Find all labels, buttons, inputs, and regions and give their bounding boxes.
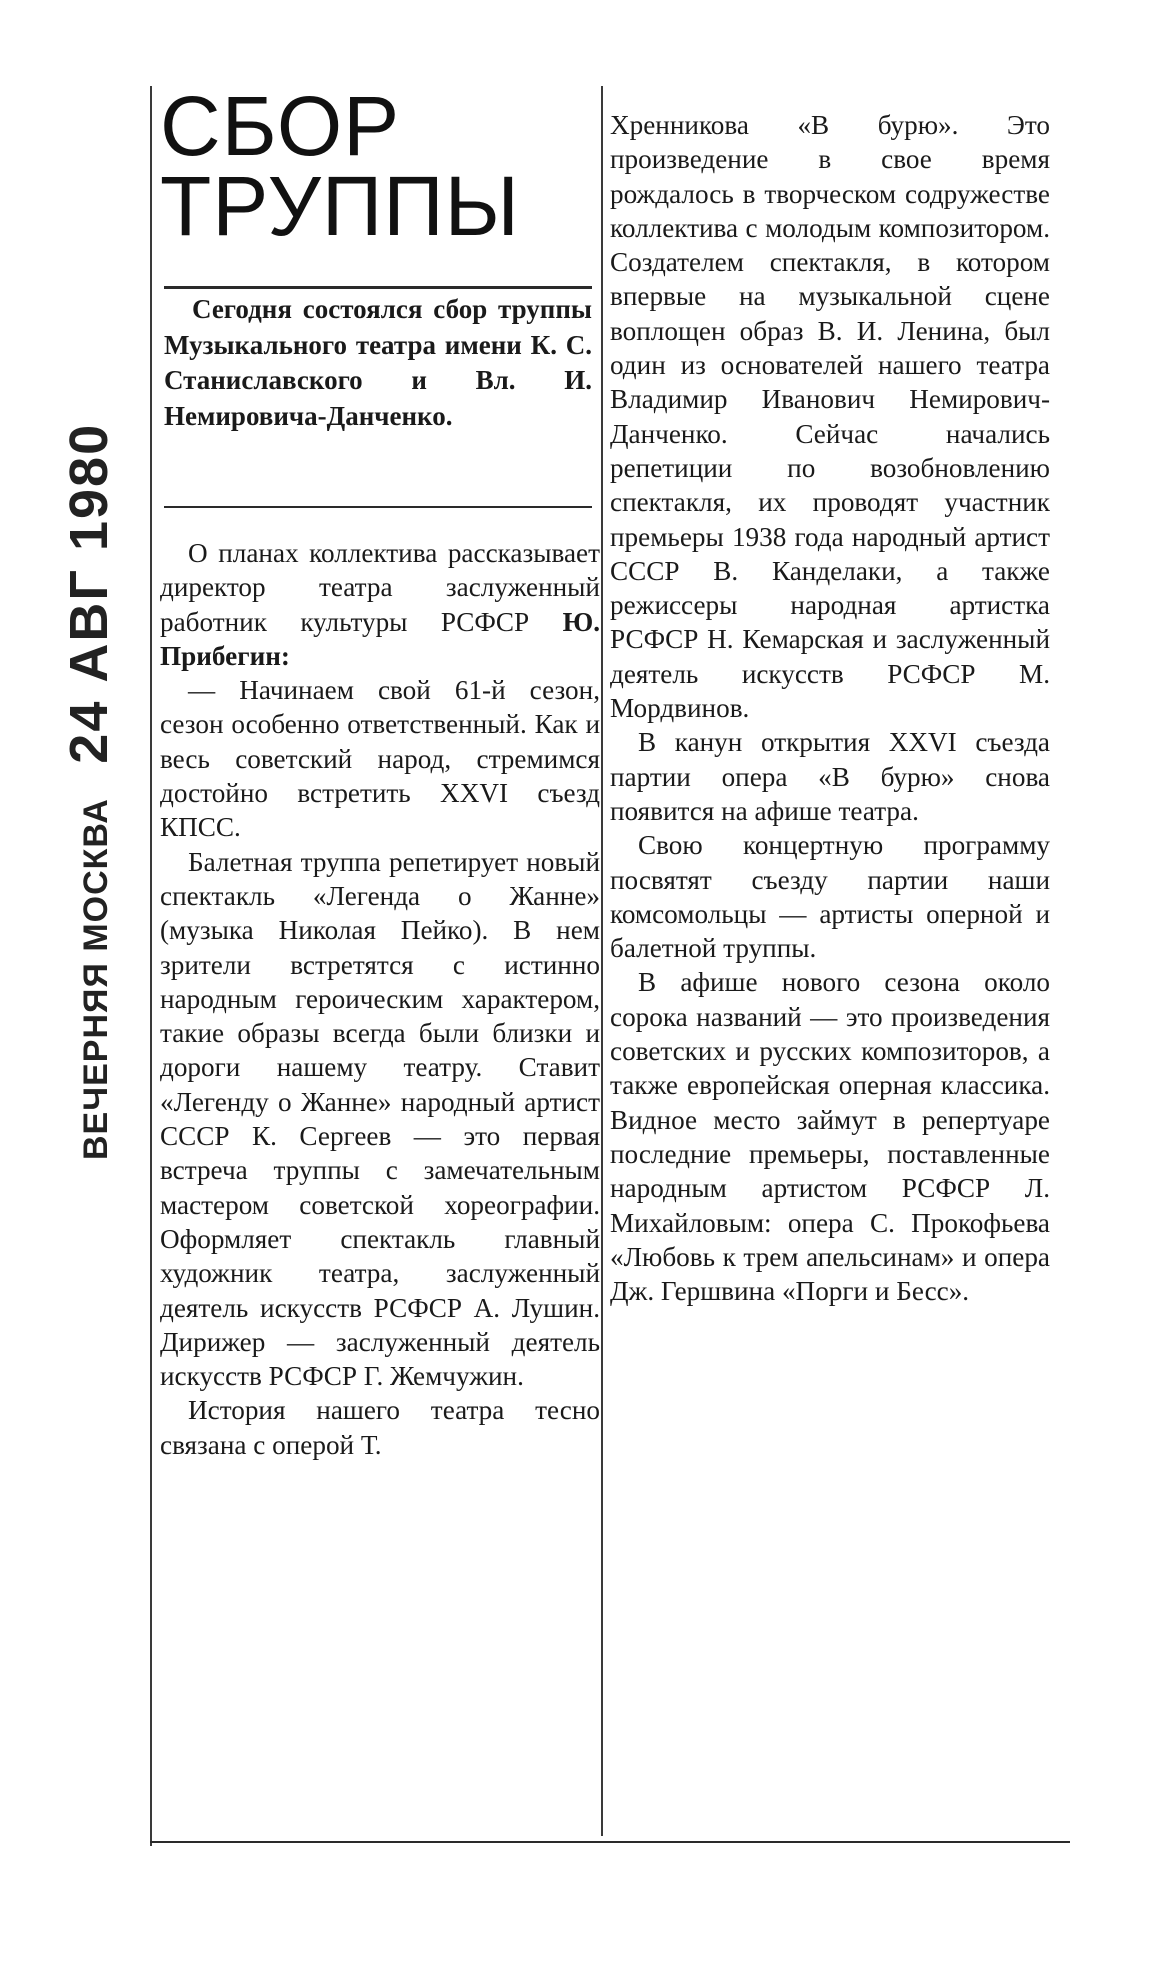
newspaper-clipping: [150, 79, 1080, 1856]
headline: [160, 79, 600, 253]
headline-line-1: СБОР: [160, 79, 401, 173]
headline-line-2: ТРУППЫ: [160, 159, 520, 253]
date-stamp: [58, 423, 120, 1160]
lead-text: Сегодня состоялся сбор труппы Музыкального театра имени К. С. Станиславского и Вл. И. Немировича-Данченко.: [164, 294, 592, 431]
bottom-rule: [150, 1841, 1070, 1843]
column-divider: [601, 86, 603, 1836]
lead-paragraph: [164, 292, 592, 434]
paragraph: [160, 536, 600, 673]
paragraph: Свою концертную программу посвятят съезду партии наши комсомольцы — артисты оперной и балетной труппы.: [610, 830, 1050, 964]
speaker-name: Ю. Прибегин:: [160, 606, 600, 671]
paragraph: Балетная труппа репетирует новый спектакль «Легенда о Жанне» (музыка Николая Пейко). В нем зрители встретятся с истинно народным героическим характером, такие образы всегда были близки и дороги нашему театру. Ставит «Легенду о Жанне» народный артист СССР К. Сергеев — это первая встреча труппы с замечательным мастером советской хореографии. Оформляет спектакль главный художник театра, заслуженный деятель искусств РСФСР А. Лушин. Дирижер — заслуженный деятель искусств РСФСР Г. Жемчужин.: [160, 846, 600, 1392]
left-border-rule: [150, 86, 152, 1846]
paragraph-text: О планах коллектива рассказывает директор театра заслуженный работник культуры РСФСР: [160, 538, 600, 637]
paragraph: — Начинаем свой 61-й сезон, сезон особенно ответственный. Как и весь советский народ, стремимся достойно встретить XXVI съезд КПСС.: [160, 675, 600, 843]
column-2: [610, 108, 1050, 1308]
stamp-newspaper-name: ВЕЧЕРНЯЯ МОСКВА: [77, 798, 115, 1160]
paragraph: В афише нового сезона около сорока названий — это произведения советских и русских композиторов, а также европейская оперная классика. Видное место займут в репертуаре последние премьеры, поставленные народным артистом РСФСР Л. Михайловым: опера С. Прокофьева «Любовь к трем апельсинам» и опера Дж. Гершвина «Порги и Бесс».: [610, 967, 1050, 1307]
paragraph: История нашего театра тесно связана с оперой Т.: [160, 1395, 600, 1460]
column-1: [160, 536, 600, 1462]
lead-top-rule: [164, 286, 592, 289]
paragraph: Хренникова «В бурю». Это произведение в свое время рождалось в творческом содружестве коллектива с молодым композитором. Создателем спектакля, в котором впервые на музыкальной сцене воплощен образ В. И. Ленина, был один из основателей нашего театра Владимир Иванович Немирович-Данченко. Сейчас начались репетиции по возобновлению спектакля, их проводят участник премьеры 1938 года народный артист СССР В. Канделаки, а также режиссеры народная артистка РСФСР Н. Кемарская и заслуженный деятель искусств РСФСР М. Мордвинов.: [610, 110, 1050, 724]
lead-bottom-rule: [164, 506, 592, 508]
stamp-date: 24 АВГ 1980: [59, 422, 119, 764]
paragraph: В канун открытия XXVI съезда партии опера «В бурю» снова появится на афише театра.: [610, 727, 1050, 826]
